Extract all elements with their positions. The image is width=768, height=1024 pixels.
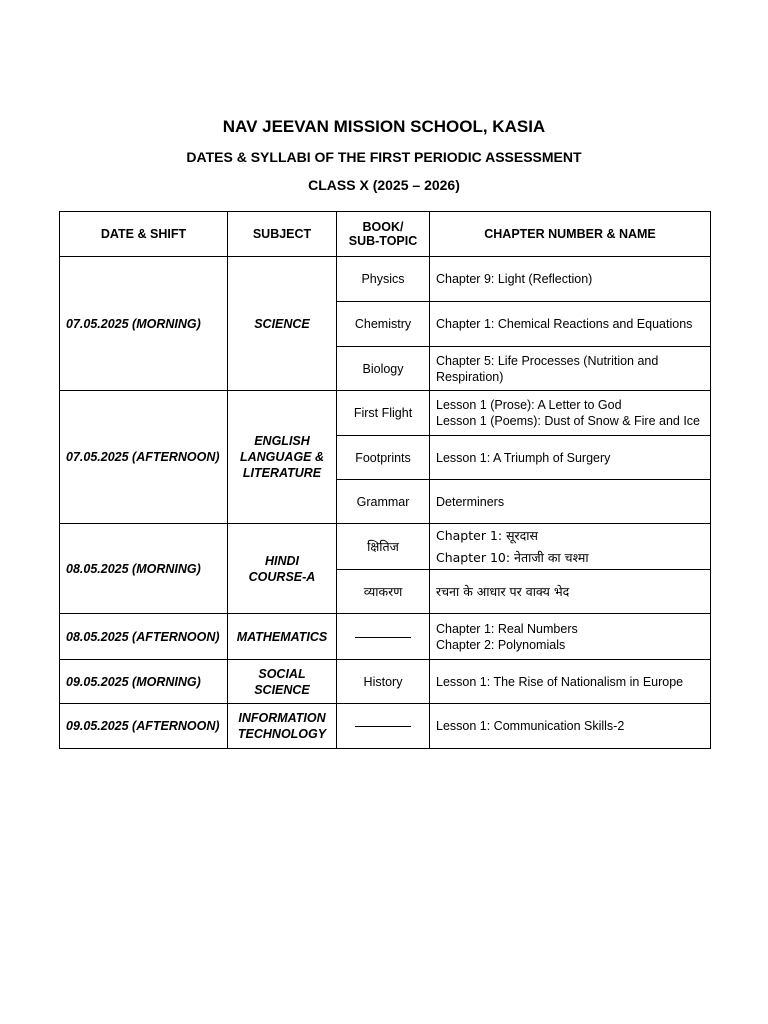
header-book-subtopic: [337, 212, 430, 257]
chemistry-book: Chemistry: [337, 302, 430, 347]
vyakaran-book: व्याकरण: [337, 570, 430, 614]
footprints-book: Footprints: [337, 436, 430, 480]
it-date: 09.05.2025 (AFTERNOON): [60, 704, 228, 749]
kshitij-chapter-line-1: Chapter 1: सूरदास: [436, 527, 538, 543]
maths-chapter-line-1: Chapter 1: Real Numbers: [436, 621, 578, 636]
grammar-chapter: Determiners: [430, 480, 711, 524]
it-subject-line-2: TECHNOLOGY: [237, 727, 327, 741]
science-date: 07.05.2025 (MORNING): [60, 257, 228, 391]
table-row: [60, 257, 711, 302]
maths-date: 08.05.2025 (AFTERNOON): [60, 614, 228, 660]
biology-chapter: [430, 347, 711, 391]
footprints-chapter: Lesson 1: A Triumph of Surgery: [430, 436, 711, 480]
hindi-date: 08.05.2025 (MORNING): [60, 524, 228, 614]
header-chapter: CHAPTER NUMBER & NAME: [430, 212, 711, 257]
social-book: History: [337, 660, 430, 704]
document-subtitle: DATES & SYLLABI OF THE FIRST PERIODIC ASSESSMENT: [186, 149, 582, 165]
first-flight-book: First Flight: [337, 391, 430, 436]
biology-chapter-line-2: Respiration): [436, 369, 504, 384]
kshitij-book: क्षितिज: [337, 524, 430, 570]
english-subject-line-2: LANGUAGE &: [239, 450, 325, 464]
blank-line: [355, 726, 411, 727]
it-chapter: Lesson 1: Communication Skills-2: [430, 704, 711, 749]
school-name: NAV JEEVAN MISSION SCHOOL, KASIA: [222, 117, 546, 136]
first-flight-chapter: [430, 391, 711, 436]
table-row: [60, 660, 711, 704]
header-subject: SUBJECT: [228, 212, 337, 257]
assessment-schedule-table: [59, 211, 711, 749]
table-row: [60, 704, 711, 749]
header-book-line-2: SUB-TOPIC: [348, 234, 418, 248]
english-subject: [228, 391, 337, 524]
biology-book: Biology: [337, 347, 430, 391]
kshitij-chapter-line-2: Chapter 10: नेताजी का चश्मा: [436, 549, 589, 565]
vyakaran-chapter: रचना के आधार पर वाक्य भेद: [430, 570, 711, 614]
maths-subject: MATHEMATICS: [228, 614, 337, 660]
maths-chapter-line-2: Chapter 2: Polynomials: [436, 637, 566, 652]
english-subject-line-3: LITERATURE: [242, 466, 322, 480]
first-flight-chapter-line-1: Lesson 1 (Prose): A Letter to God: [436, 398, 622, 412]
table-row: [60, 391, 711, 436]
maths-book-blank: [337, 614, 430, 660]
chemistry-chapter: Chapter 1: Chemical Reactions and Equations: [430, 302, 711, 347]
maths-chapter: [430, 614, 711, 660]
it-subject: [228, 704, 337, 749]
english-subject-line-1: ENGLISH: [254, 434, 310, 448]
it-book-blank: [337, 704, 430, 749]
english-date: 07.05.2025 (AFTERNOON): [60, 391, 228, 524]
physics-chapter: Chapter 9: Light (Reflection): [430, 257, 711, 302]
kshitij-chapter: [430, 524, 711, 570]
social-chapter: Lesson 1: The Rise of Nationalism in Europe: [430, 660, 711, 704]
table-row: [60, 524, 711, 570]
hindi-subject-line-2: COURSE-A: [248, 569, 316, 584]
hindi-subject: [228, 524, 337, 614]
science-subject: SCIENCE: [228, 257, 337, 391]
table-row: [60, 614, 711, 660]
social-date: 09.05.2025 (MORNING): [60, 660, 228, 704]
class-line: CLASS X (2025 – 2026): [308, 177, 460, 193]
biology-chapter-line-1: Chapter 5: Life Processes (Nutrition and: [436, 353, 659, 368]
header-book-line-1: BOOK/: [362, 220, 404, 234]
hindi-subject-line-1: HINDI: [264, 553, 300, 568]
header-date-shift: DATE & SHIFT: [60, 212, 228, 257]
social-subject: SOCIAL SCIENCE: [228, 660, 337, 704]
blank-line: [355, 637, 411, 638]
grammar-book: Grammar: [337, 480, 430, 524]
physics-book: Physics: [337, 257, 430, 302]
first-flight-chapter-line-2: Lesson 1 (Poems): Dust of Snow & Fire and Ice: [436, 414, 701, 428]
it-subject-line-1: INFORMATION: [238, 711, 326, 725]
table-header-row: [60, 212, 711, 257]
